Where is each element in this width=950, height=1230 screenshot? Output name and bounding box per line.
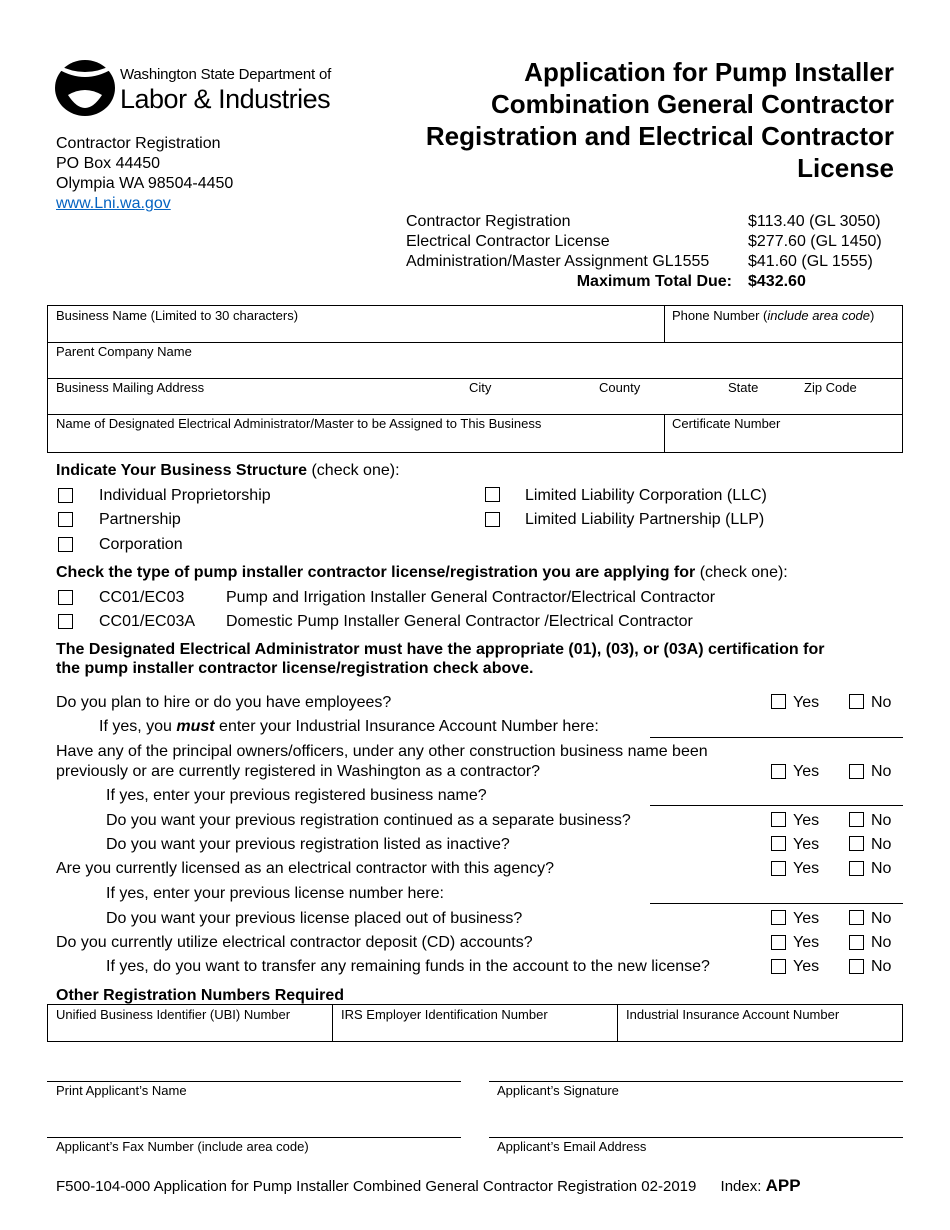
q1-sub-em: must: [176, 718, 215, 735]
question-continue-separate: Do you want your previous registration continued as a separate business?: [106, 812, 631, 829]
checkbox-listed-inactive-no[interactable]: [849, 836, 864, 851]
industrial-insurance-field[interactable]: Industrial Insurance Account Number: [626, 1007, 840, 1022]
fax-label: Applicant’s Fax Number (include area code): [56, 1139, 309, 1154]
yes-label: Yes: [793, 958, 820, 975]
zip-code-field[interactable]: Zip Code: [804, 380, 857, 395]
parent-company-field[interactable]: Parent Company Name: [56, 344, 192, 359]
structure-heading-rest: (check one):: [307, 462, 400, 479]
structure-heading: [56, 461, 400, 481]
license-type-heading-bold: Check the type of pump installer contractor license/registration you are applying for: [56, 564, 696, 581]
yes-label: Yes: [793, 910, 820, 927]
yes-label: Yes: [793, 934, 820, 951]
fax-line[interactable]: [47, 1137, 461, 1138]
no-label: No: [871, 694, 892, 711]
checkbox-transfer-funds-yes[interactable]: [771, 959, 786, 974]
fee-amount: $113.40 (GL 3050): [748, 213, 881, 230]
option-llp: Limited Liability Partnership (LLP): [525, 511, 765, 528]
index-value: APP: [765, 1176, 801, 1195]
previous-business-name-input-line[interactable]: [650, 805, 903, 806]
checkbox-partnership[interactable]: [58, 512, 73, 527]
license-type-heading: [56, 563, 788, 583]
option-llc: Limited Liability Corporation (LLC): [525, 487, 767, 504]
checkbox-licensed-electrical-yes[interactable]: [771, 861, 786, 876]
checkbox-llp[interactable]: [485, 512, 500, 527]
no-label: No: [871, 910, 892, 927]
license-code-cc01-ec03: CC01/EC03: [99, 589, 185, 606]
yes-label: Yes: [793, 836, 820, 853]
checkbox-prior-registration-no[interactable]: [849, 764, 864, 779]
checkbox-out-of-business-no[interactable]: [849, 910, 864, 925]
fee-table: [406, 212, 896, 292]
certificate-number-field[interactable]: Certificate Number: [672, 416, 781, 431]
license-type-heading-rest: (check one):: [695, 564, 788, 581]
q1-sub-pre: If yes, you: [99, 718, 177, 735]
question-prior-registration-line2: previously or are currently registered in Washington as a contractor?: [56, 763, 541, 780]
no-label: No: [871, 934, 892, 951]
option-individual-proprietorship: Individual Proprietorship: [99, 487, 271, 504]
logo-line1: Washington State Department of: [120, 66, 332, 83]
license-code-cc01-ec03a: CC01/EC03A: [99, 613, 196, 630]
address-line-3: Olympia WA 98504-4450: [56, 175, 234, 192]
administrator-name-field[interactable]: Name of Designated Electrical Administrator/Master to be Assigned to This Business: [56, 416, 542, 431]
irs-ein-field[interactable]: IRS Employer Identification Number: [341, 1007, 548, 1022]
phone-label-italic: include area code: [767, 308, 871, 323]
checkbox-transfer-funds-no[interactable]: [849, 959, 864, 974]
form-footer: [56, 1176, 801, 1196]
question-prior-registration-line1: Have any of the principal owners/officers, under any other construction business name been: [56, 743, 708, 760]
total-due-label: Maximum Total Due:: [576, 273, 732, 290]
ubi-number-field[interactable]: Unified Business Identifier (UBI) Number: [56, 1007, 291, 1022]
logo-line2: Labor & Industries: [120, 84, 331, 114]
phone-label-end: ): [870, 308, 875, 323]
question-employees: Do you plan to hire or do you have employees?: [56, 694, 392, 711]
fee-label: Contractor Registration: [406, 213, 571, 230]
yes-label: Yes: [793, 812, 820, 829]
checkbox-licensed-electrical-no[interactable]: [849, 861, 864, 876]
industrial-insurance-input-line[interactable]: [650, 737, 903, 738]
q1-sub-post: enter your Industrial Insurance Account Number here:: [214, 718, 599, 735]
other-numbers-heading: Other Registration Numbers Required: [56, 987, 345, 1004]
no-label: No: [871, 958, 892, 975]
checkbox-cc01-ec03a[interactable]: [58, 614, 73, 629]
checkbox-cd-accounts-yes[interactable]: [771, 935, 786, 950]
question-out-of-business: Do you want your previous license placed out of business?: [106, 910, 523, 927]
phone-label: Phone Number (: [672, 308, 768, 323]
website-link[interactable]: www.Lni.wa.gov: [56, 195, 171, 212]
checkbox-out-of-business-yes[interactable]: [771, 910, 786, 925]
no-label: No: [871, 836, 892, 853]
print-name-label: Print Applicant’s Name: [56, 1083, 187, 1098]
print-name-line[interactable]: [47, 1081, 461, 1082]
checkbox-corporation[interactable]: [58, 537, 73, 552]
administrator-note-line2: the pump installer contractor license/registration check above.: [56, 660, 534, 677]
question-licensed-electrical: Are you currently licensed as an electrical contractor with this agency?: [56, 860, 555, 877]
question-listed-inactive: Do you want your previous registration listed as inactive?: [106, 836, 510, 853]
question-transfer-funds: If yes, do you want to transfer any remaining funds in the account to the new license?: [106, 958, 710, 975]
question-previous-license-number: If yes, enter your previous license number here:: [106, 885, 444, 902]
yes-label: Yes: [793, 763, 820, 780]
checkbox-individual-proprietorship[interactable]: [58, 488, 73, 503]
checkbox-employees-no[interactable]: [849, 694, 864, 709]
no-label: No: [871, 860, 892, 877]
city-field[interactable]: City: [469, 380, 492, 395]
previous-license-input-line[interactable]: [650, 903, 903, 904]
state-field[interactable]: State: [728, 380, 759, 395]
form-id: F500-104-000 Application for Pump Installer Combined General Contractor Registration 02-2019: [56, 1178, 697, 1195]
yes-label: Yes: [793, 860, 820, 877]
question-industrial-insurance: [99, 717, 599, 737]
county-field[interactable]: County: [599, 380, 641, 395]
license-desc-cc01-ec03: Pump and Irrigation Installer General Contractor/Electrical Contractor: [226, 589, 716, 606]
agency-logo: [54, 55, 116, 117]
signature-label: Applicant’s Signature: [497, 1083, 619, 1098]
checkbox-cc01-ec03[interactable]: [58, 590, 73, 605]
option-partnership: Partnership: [99, 511, 181, 528]
checkbox-cd-accounts-no[interactable]: [849, 935, 864, 950]
license-desc-cc01-ec03a: Domestic Pump Installer General Contractor /Electrical Contractor: [226, 613, 693, 630]
address-line-2: PO Box 44450: [56, 155, 161, 172]
fee-amount: $41.60 (GL 1555): [748, 253, 873, 270]
email-label: Applicant’s Email Address: [497, 1139, 647, 1154]
no-label: No: [871, 812, 892, 829]
email-line[interactable]: [489, 1137, 903, 1138]
mailing-address-field[interactable]: Business Mailing Address: [56, 380, 205, 395]
fee-label: Administration/Master Assignment GL1555: [406, 253, 710, 270]
index-label: Index:: [720, 1178, 762, 1195]
structure-heading-bold: Indicate Your Business Structure: [56, 462, 308, 479]
checkbox-continue-separate-no[interactable]: [849, 812, 864, 827]
checkbox-employees-yes[interactable]: [771, 694, 786, 709]
business-info-box: [47, 305, 903, 453]
logo-emblem-icon: [54, 55, 116, 117]
signature-line[interactable]: [489, 1081, 903, 1082]
no-label: No: [871, 763, 892, 780]
phone-number-field[interactable]: [672, 308, 874, 323]
yes-label: Yes: [793, 694, 820, 711]
form-title: Application for Pump Installer Combination General Contractor Registration and Electrical Contractor License: [425, 57, 894, 183]
administrator-note-line1: The Designated Electrical Administrator must have the appropriate (01), (03), or (03A) certification for: [56, 641, 825, 658]
checkbox-listed-inactive-yes[interactable]: [771, 836, 786, 851]
checkbox-continue-separate-yes[interactable]: [771, 812, 786, 827]
other-numbers-box: [47, 1004, 903, 1042]
fee-label: Electrical Contractor License: [406, 233, 610, 250]
total-due-amount: $432.60: [748, 273, 806, 290]
option-corporation: Corporation: [99, 536, 183, 553]
address-line-1: Contractor Registration: [56, 135, 221, 152]
checkbox-llc[interactable]: [485, 487, 500, 502]
business-name-field[interactable]: Business Name (Limited to 30 characters): [56, 308, 299, 323]
question-previous-business-name: If yes, enter your previous registered business name?: [106, 787, 487, 804]
question-cd-accounts: Do you currently utilize electrical contractor deposit (CD) accounts?: [56, 934, 533, 951]
checkbox-prior-registration-yes[interactable]: [771, 764, 786, 779]
fee-amount: $277.60 (GL 1450): [748, 233, 882, 250]
